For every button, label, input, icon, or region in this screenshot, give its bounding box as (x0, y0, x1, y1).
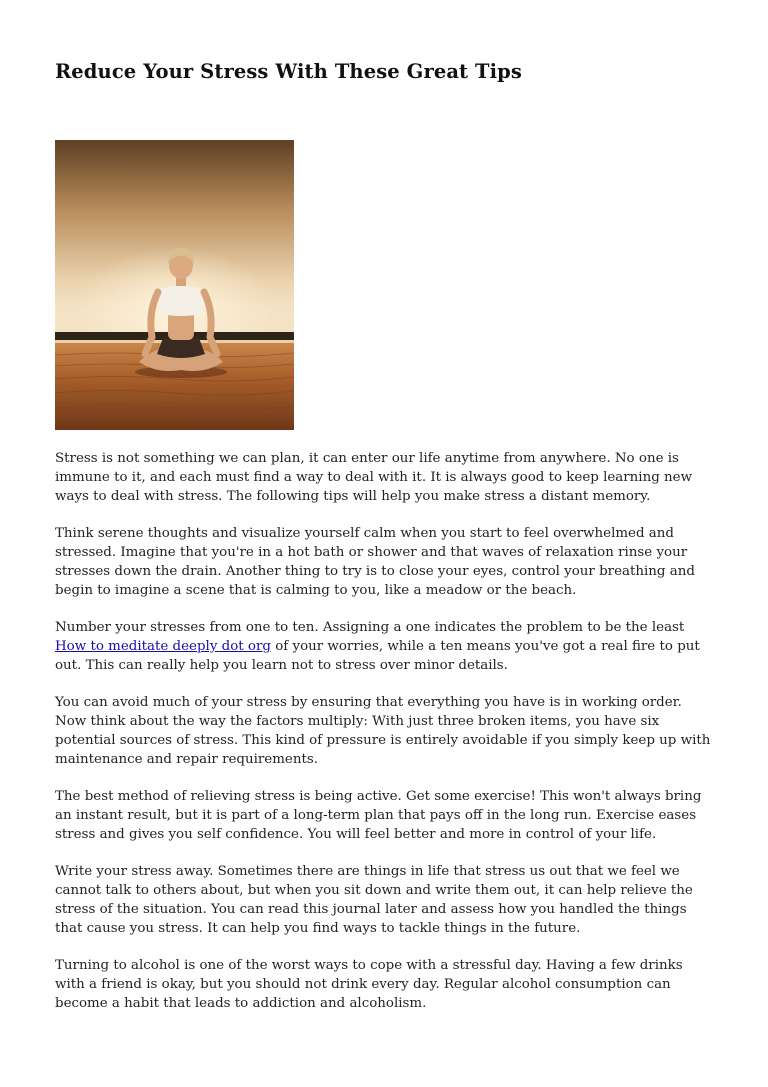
page-title: Reduce Your Stress With These Great Tips (55, 60, 522, 83)
paragraph-exercise: The best method of relieving stress is being active. Get some exercise! This won't always bring an instant result, but it is part of a long-term plan that pays off in the long run. Exercise eases stress and gives you self confidence. You will feel better and more in control of your life. (55, 789, 702, 842)
meditate-link[interactable]: How to meditate deeply dot org (55, 639, 271, 654)
paragraph-journal: Write your stress away. Sometimes there are things in life that stress us out that we feel we cannot talk to others about, but when you sit down and write them out, it can help relieve the stress of the situation. You can read this journal later and assess how you handled the things that cause you stress. It can help you find ways to tackle things in the future. (55, 864, 693, 936)
paragraph-visualize: Think serene thoughts and visualize yourself calm when you start to feel overwhelmed and stressed. Imagine that you're in a hot bath or shower and that waves of relaxation rinse your stresses down the drain. Another thing to try is to close your eyes, control your breathing and begin to imagine a scene that is calming to you, like a meadow or the beach. (55, 526, 695, 598)
paragraph-working-order: You can avoid much of your stress by ensuring that everything you have is in working order. Now think about the way the factors multiply: With just three broken items, you have six potential sources of stress. This kind of pressure is entirely avoidable if you simply keep up with maintenance and repair requirements. (55, 695, 711, 767)
paragraph-intro: Stress is not something we can plan, it can enter our life anytime from anywhere. No one is immune to it, and each must find a way to deal with it. It is always good to keep learning new ways to deal with stress. The following tips will help you make stress a distant memory. (55, 451, 693, 504)
paragraph-text: Number your stresses from one to ten. Assigning a one indicates the problem to be the least (55, 620, 685, 635)
top (155, 286, 207, 316)
shorts (157, 338, 205, 358)
paragraph-alcohol: Turning to alcohol is one of the worst ways to cope with a stressful day. Having a few drinks with a friend is okay, but you should not drink every day. Regular alcohol consumption can become a habit that leads to addiction and alcoholism. (55, 958, 683, 1011)
paragraph-number-stresses (55, 618, 715, 675)
meditation-photo (55, 140, 294, 430)
article-body (55, 449, 715, 1031)
paragraph-text: of your worries, while a ten means you've got a real fire to put out. This can really help you learn not to stress over minor details. (55, 639, 700, 673)
